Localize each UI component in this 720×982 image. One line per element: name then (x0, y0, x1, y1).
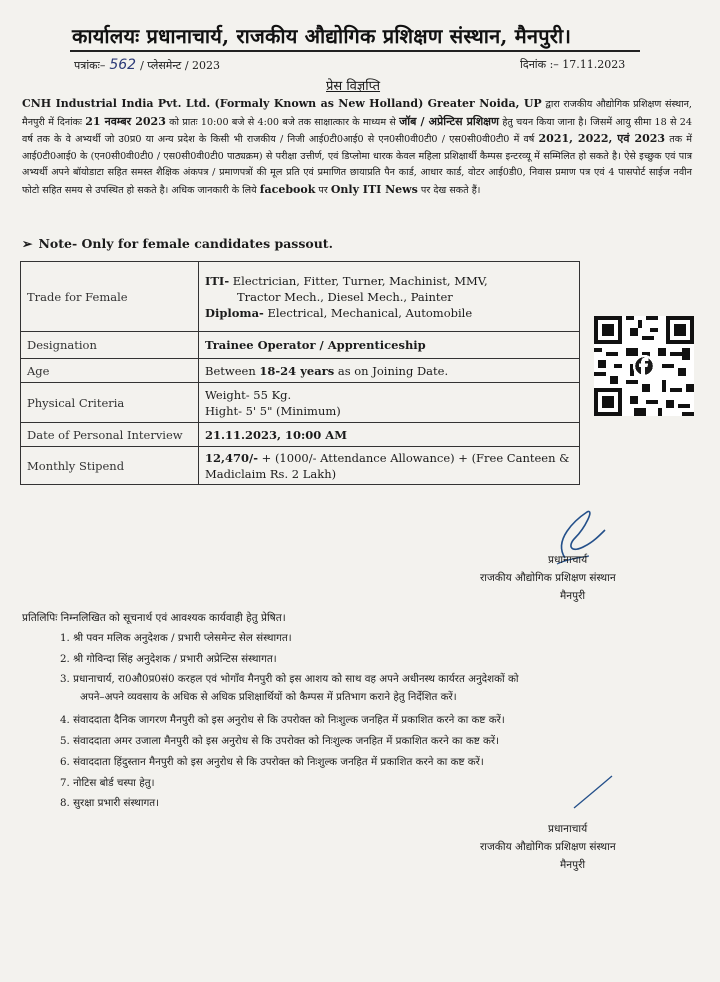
list-item: 3. प्रधानाचार्य, रा0औ0प्र0सं0 करहल एवं भोगाँव मैनपुरी को इस आशय को साथ वह अपने अधीनस्थ कार्यरत अनुदेशकों को (60, 673, 519, 685)
iti-prefix: ITI- (205, 273, 230, 288)
company-name: CNH Industrial India Pvt. Ltd. (Formaly Known as New Holland) Greater Noida, UP (22, 97, 542, 110)
age-pre: Between (205, 363, 256, 378)
ref-handwritten-number: 562 (109, 57, 137, 73)
table-row (21, 332, 580, 359)
table-row (21, 423, 580, 447)
list-item: 2. श्री गोविन्दा सिंह अनुदेशक / प्रभारी अप्रेन्टिस संस्थागत। (60, 653, 277, 665)
office-title: कार्यालयः प्रधानाचार्य, राजकीय औद्योगिक प्रशिक्षण संस्थान, मैनपुरी। (72, 24, 572, 48)
table-row (21, 262, 580, 332)
diploma-trades: Electrical, Mechanical, Automobile (267, 305, 473, 320)
signatory2-title: प्रधानाचार्य (548, 823, 588, 835)
stipend-amount: 12,470/- (205, 450, 258, 465)
list-item: 7. नोटिस बोर्ड चस्पा हेतु। (60, 777, 155, 789)
years-bold: 2021, 2022, एवं 2023 (538, 132, 666, 145)
signatory-institute: राजकीय औद्योगिक प्रशिक्षण संस्थान (480, 572, 616, 584)
ref-suffix: / प्लेसमेन्ट / 2023 (140, 59, 221, 72)
interview-date: 21.11.2023, 10:00 AM (205, 427, 347, 442)
stipend-text-1: + (1000/- Attendance Allowance) + (Free Canteen & (261, 450, 570, 465)
table-row (21, 359, 580, 383)
title-underline (70, 50, 640, 52)
designation-label: Designation (21, 332, 199, 359)
qr-code[interactable] (594, 316, 694, 416)
list-item: 6. संवाददाता हिंदुस्तान मैनपुरी को इस अनुरोध से कि उपरोक्त को निःशुल्क जनहित में प्रकाशित करने का कष्ट करें। (60, 756, 484, 768)
trade-value (199, 262, 580, 332)
para-text-6: पर देख सकते हैं। (420, 184, 481, 196)
ref-prefix: पत्रांकः– (74, 59, 106, 72)
signatory2-institute: राजकीय औद्योगिक प्रशिक्षण संस्थान (480, 841, 616, 853)
para-text-2: को प्रातः 10:00 बजे से 4:00 बजे तक साक्षात्कार के माध्यम से (169, 116, 396, 128)
list-item: अपने–अपने व्यवसाय के अधिक से अधिक प्रशिक्षार्थियों को कैम्पस में प्रतिभाग कराने हेतु निर्देशित करें। (80, 691, 457, 703)
facebook-bold: facebook (259, 182, 316, 196)
signatory-city: मैनपुरी (560, 590, 586, 602)
list-item: 5. संवाददाता अमर उजाला मैनपुरी को इस अनुरोध से कि उपरोक्त को निःशुल्क जनहित में प्रकाशित करने का कष्ट करें। (60, 735, 500, 747)
physical-height: Hight- 5' 5" (Minimum) (205, 403, 341, 418)
table-row (21, 383, 580, 423)
document-date: दिनांक :– 17.11.2023 (520, 58, 626, 71)
physical-value (199, 383, 580, 423)
list-item: 4. संवाददाता दैनिक जागरण मैनपुरी को इस अनुरोध से कि उपरोक्त को निःशुल्क जनहित में प्रकाशित करने का कष्ट करें। (60, 714, 505, 726)
stipend-label: Monthly Stipend (21, 447, 199, 485)
copy-heading: प्रतिलिपिः निम्नलिखित को सूचनार्थ एवं आवश्यक कार्यवाही हेतु प्रेषित। (22, 612, 286, 624)
arrow-bullet-icon: ➢ (22, 236, 33, 251)
para-text-1: द्वारा राजकीय औद्योगिक प्रशिक्षण संस्थान, मैनपुरी में दिनांकः (22, 99, 692, 128)
age-post: as on Joining Date. (337, 363, 449, 378)
eligibility-table (20, 261, 580, 485)
reference-number (74, 57, 220, 73)
para-text-4: तक में आई0टी0आई0 के (एन0सी0वी0टी0 / एस0सी0वी0टी0 पाठ्यक्रम) से परीक्षा उत्तीर्ण, एवं डिप्लोमा धारक केवल महिला प्रशिक्षार्थी कैम्पस इन्टरव्यू में सम्मिलित हो सकते है। ऐसे इच्छुक एवं पात्र अभ्यर्थी अपने बॉयोडाटा सहित समस्त शैक्षिक अंकपत्र / प्रमाणपत्रों की मूल प्रति एवं प्रमाणित छायाप्रति पैन कार्ड, आधार कार्ड, वोटर आई0डी0, निवास प्रमाण पत्र एवं 4 पासपोर्ट साईज नवीन फोटो सहित समय से उपस्थित हो सकते है। अधिक जानकारी के लिये (22, 134, 692, 196)
list-item: 8. सुरक्षा प्रभारी संस्थागत। (60, 797, 160, 809)
stipend-value (199, 447, 580, 485)
stipend-text-2: Madiclaim Rs. 2 Lakh) (205, 466, 337, 481)
designation-text: Trainee Operator / Apprenticeship (205, 338, 426, 352)
interview-label: Date of Personal Interview (21, 423, 199, 447)
diploma-prefix: Diploma- (205, 305, 264, 320)
principal-signature (545, 500, 615, 580)
job-apprentice-bold: जॉब / अप्रेन्टिस प्रशिक्षण (399, 114, 500, 128)
physical-label: Physical Criteria (21, 383, 199, 423)
age-label: Age (21, 359, 199, 383)
press-release-title: प्रेस विज्ञप्ति (326, 79, 381, 94)
note-line (22, 236, 333, 251)
table-row (21, 447, 580, 485)
interview-date-bold: 21 नवम्बर 2023 (85, 114, 166, 128)
signatory-title: प्रधानाचार्य (548, 554, 588, 566)
announcement-paragraph (22, 96, 692, 199)
age-range: 18-24 years (259, 363, 335, 378)
age-value (199, 359, 580, 383)
iti-trades-1: Electrician, Fitter, Turner, Machinist, MMV, (232, 273, 488, 288)
list-item: 1. श्री पवन मलिक अनुदेशक / प्रभारी प्लेसमेन्ट सेल संस्थागत। (60, 632, 292, 644)
signatory2-city: मैनपुरी (560, 859, 586, 871)
note-text: Note- Only for female candidates passout. (38, 236, 333, 251)
trade-label: Trade for Female (21, 262, 199, 332)
iti-news-bold: Only ITI News (330, 182, 418, 196)
interview-value (199, 423, 580, 447)
physical-weight: Weight- 55 Kg. (205, 387, 292, 402)
initial-mark (568, 772, 618, 812)
designation-value (199, 332, 580, 359)
para-text-3: हेतु चयन किया जाना है। जिसमें आयु सीमा 18 से 24 वर्ष तक के वे अभ्यर्थी जो उ0प्र0 या अन्य प्रदेश के किसी भी राजकीय / निजी आई0टी0आई0 से एन0सी0वी0टी0 / एस0सी0वी0टी0 में वर्ष (22, 116, 693, 145)
iti-trades-2: Tractor Mech., Diesel Mech., Painter (237, 289, 453, 304)
para-text-5: पर (318, 184, 328, 196)
